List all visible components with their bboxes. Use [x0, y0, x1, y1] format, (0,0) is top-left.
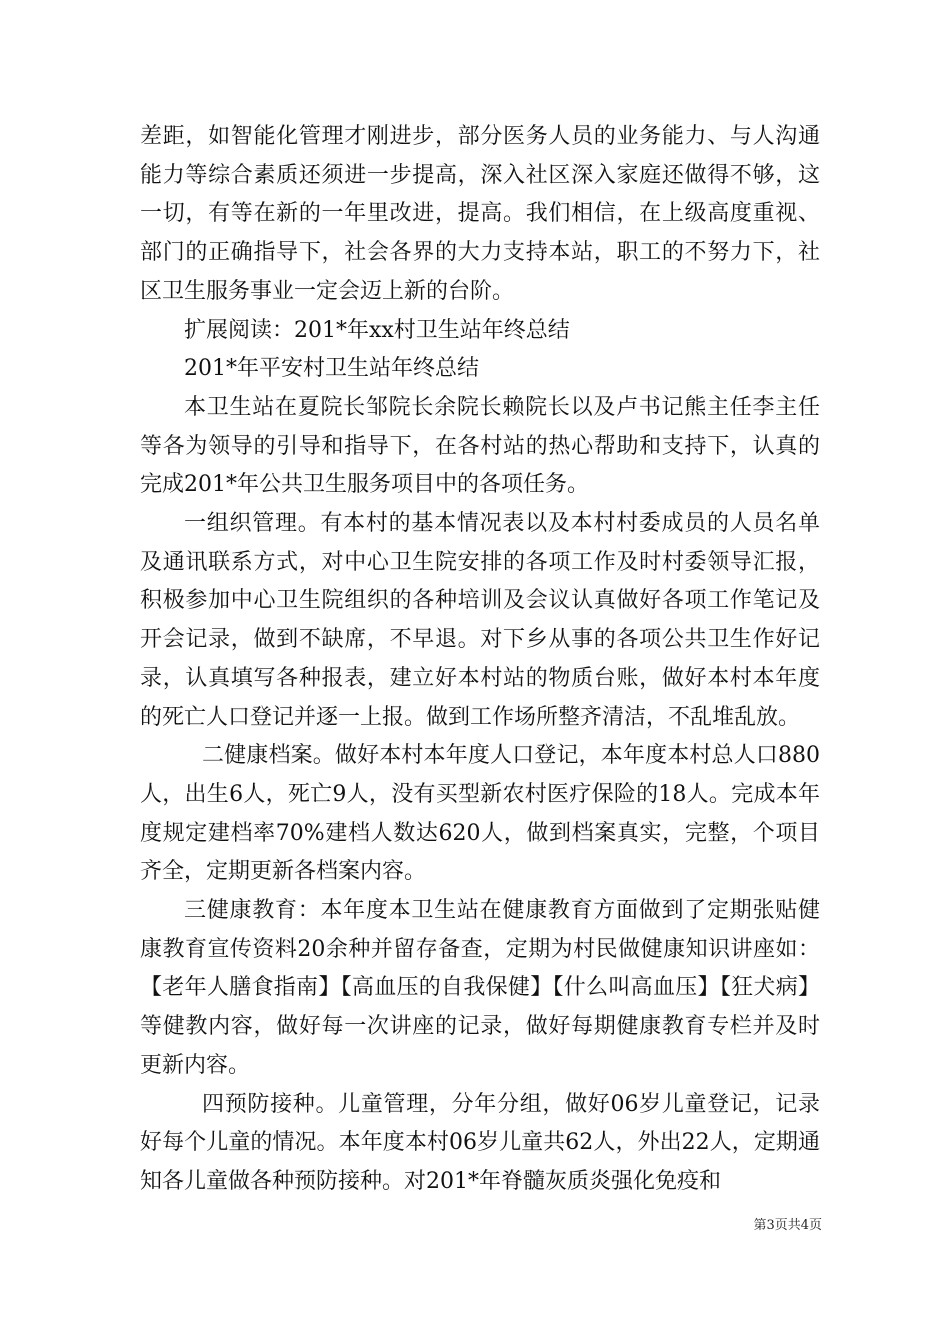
paragraph-health-records: 二健康档案。做好本村本年度人口登记，本年度本村总人口880人，出生6人，死亡9人，没有买型新农村医疗保险的18人。完成本年度规定建档率70%建档人数达620人，做到档案真实，完整，个项目齐全，定期更新各档案内容。 — [140, 743, 820, 885]
article-title: 201*年平安村卫生站年终总结 — [184, 356, 479, 382]
paragraph-introduction: 本卫生站在夏院长邹院长余院长赖院长以及卢书记熊主任李主任等各为领导的引导和指导下，在各村站的热心帮助和支持下，认真的完成201*年公共卫生服务项目中的各项任务。 — [140, 394, 820, 498]
document-body — [140, 118, 820, 1202]
paragraph-vaccination: 四预防接种。儿童管理，分年分组，做好06岁儿童登记，记录好每个儿童的情况。本年度本村06岁儿童共62人，外出22人，定期通知各儿童做各种预防接种。对201*年脊髓灰质炎强化免疫和 — [140, 1091, 820, 1194]
page-number-footer: 第3页共4页 — [753, 1218, 822, 1233]
paragraph-continued-summary: 差距，如智能化管理才刚进步，部分医务人员的业务能力、与人沟通能力等综合素质还须进一步提高，深入社区深入家庭还做得不够，这一切，有等在新的一年里改进，提高。我们相信，在上级高度重视、部门的正确指导下，社会各界的大力支持本站，职工的不努力下，社区卫生服务事业一定会迈上新的台阶。 — [140, 124, 820, 304]
paragraph-organization-management: 一组织管理。有本村的基本情况表以及本村村委成员的人员名单及通讯联系方式，对中心卫生院安排的各项工作及时村委领导汇报，积极参加中心卫生院组织的各种培训及会议认真做好各项工作笔记及开会记录，做到不缺席，不早退。对下乡从事的各项公共卫生作好记录，认真填写各种报表，建立好本村站的物质台账，做好本村本年度的死亡人口登记并逐一上报。做到工作场所整齐清洁，不乱堆乱放。 — [140, 511, 820, 730]
extended-reading-heading: 扩展阅读：201*年xx村卫生站年终总结 — [184, 317, 570, 343]
paragraph-health-education: 三健康教育：本年度本卫生站在健康教育方面做到了定期张贴健康教育宣传资料20余种并留存备查，定期为村民做健康知识讲座如：【老年人膳食指南】【高血压的自我保健】【什么叫高血压】【狂犬病】等健教内容，做好每一次讲座的记录，做好每期健康教育专栏并及时更新内容。 — [140, 898, 820, 1078]
